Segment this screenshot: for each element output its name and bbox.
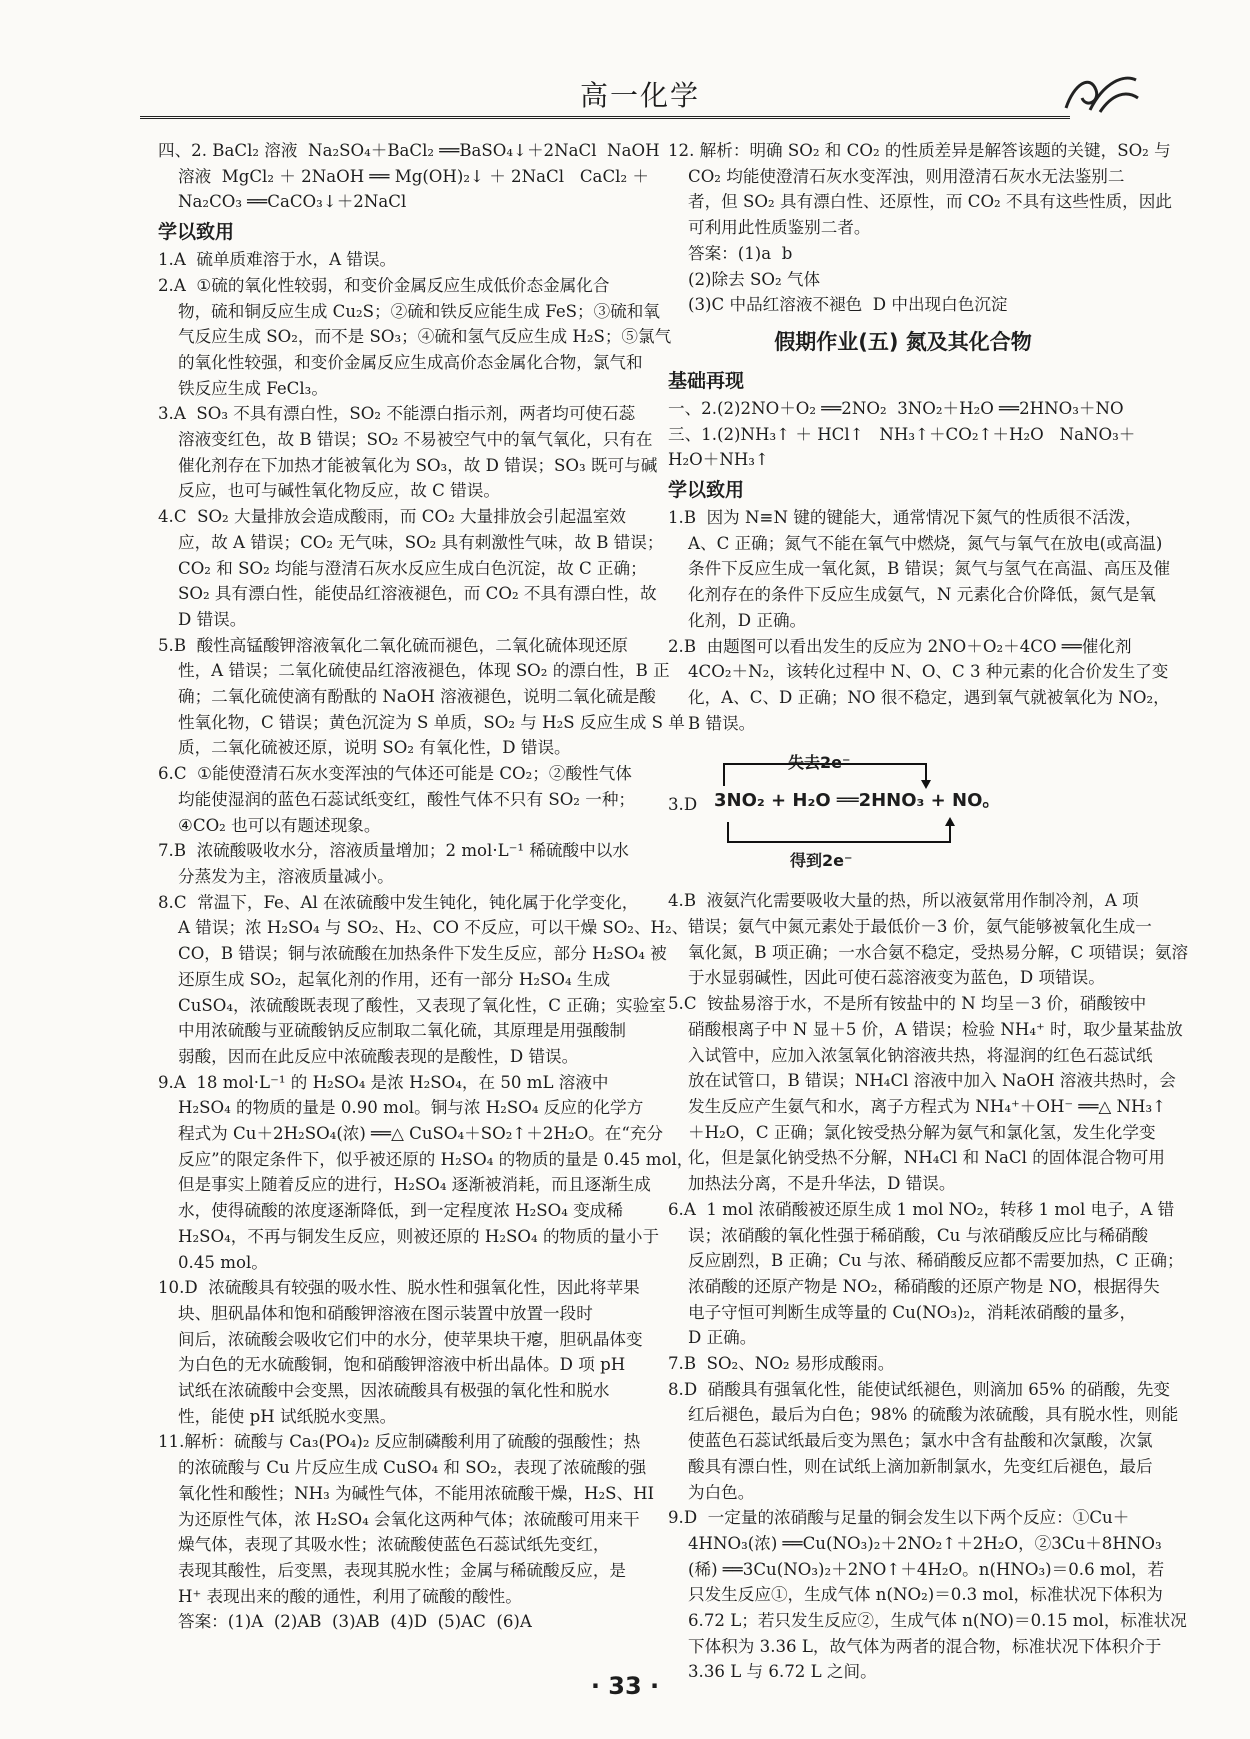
text-line: 8.C 常温下，Fe、Al 在浓硫酸中发生钝化，钝化属于化学变化，	[158, 892, 639, 912]
answer-item	[158, 890, 689, 1070]
text-line: 入试管中，应加入浓氢氧化钠溶液共热，将湿润的红色石蕊试纸	[688, 1045, 1153, 1065]
text-line: 10.D 浓硫酸具有较强的吸水性、脱水性和强氧化性，因此将苹果	[158, 1278, 640, 1298]
answer-item	[158, 838, 628, 889]
text-line: 12. 解析：明确 SO₂ 和 CO₂ 的性质差异是解答该题的关键，SO₂ 与	[668, 141, 1171, 160]
text-line: (3)C 中品红溶液不褪色 D 中出现白色沉淀	[688, 295, 1008, 315]
text-line: 5.C 铵盐易溶于水，不是所有铵盐中的 N 均呈－3 价，硝酸铵中	[668, 994, 1147, 1014]
text-line: 反应”的限定条件下，似乎被还原的 H₂SO₄ 的物质的量是 0.45 mol，	[178, 1149, 694, 1169]
header-swirl-icon	[1060, 64, 1140, 120]
right-column	[668, 138, 1189, 1685]
text-line: 还原生成 SO₂，起氧化剂的作用，还有一部分 H₂SO₄ 生成	[178, 969, 611, 989]
text-line: 一、2.(2)2NO＋O₂ ══2NO₂ 3NO₂＋H₂O ══2HNO₃＋NO	[668, 398, 1124, 418]
page-header	[140, 64, 1140, 120]
text-line: 加热法分离，不是升华法，D 错误。	[688, 1174, 956, 1194]
text-line: 7.B 浓硫酸吸收水分，溶液质量增加；2 mol·L⁻¹ 稀硫酸中以水	[158, 841, 629, 861]
text-line: 答案：(1)a b	[688, 243, 793, 263]
text-line: 分蒸发为主，溶液质量减小。	[178, 866, 394, 886]
text-line: D 错误。	[178, 609, 247, 629]
answer-item	[158, 504, 664, 633]
answer-list	[668, 505, 1171, 736]
text-line: 4HNO₃(浓) ══Cu(NO₃)₂＋2NO₂↑＋2H₂O，②3Cu＋8HNO₃	[688, 1533, 1162, 1553]
text-line: 者，但 SO₂ 具有漂白性、还原性，而 CO₂ 不具有这些性质，因此	[688, 192, 1172, 212]
section-four-answers	[158, 138, 660, 215]
section-heading: 学以致用	[668, 479, 745, 502]
text-line: 发生反应产生氨气和水，离子方程式为 NH₄⁺＋OH⁻ ══△ NH₃↑	[688, 1096, 1167, 1116]
text-line: 9.A 18 mol·L⁻¹ 的 H₂SO₄ 是浓 H₂SO₄，在 50 mL 溶液中	[158, 1072, 609, 1092]
text-line: 均能使湿润的蓝色石蕊试纸变红，酸性气体不只有 SO₂ 一种；	[178, 789, 636, 809]
text-line: 的氧化性较强，和变价金属反应生成高价态金属化合物，氯气和	[178, 352, 643, 372]
text-line: 1.B 因为 N≡N 键的键能大，通常情况下氮气的性质很不活泼，	[668, 508, 1142, 528]
text-line: 8.D 硝酸具有强氧化性，能使试纸褪色，则滴加 65% 的硝酸，先变	[668, 1379, 1170, 1399]
page-number: · 33 ·	[590, 1672, 660, 1700]
text-line: 误；浓硝酸的氧化性强于稀硝酸，Cu 与浓硝酸反应比与稀硝酸	[688, 1225, 1149, 1245]
text-line: 放在试管口，B 错误；NH₄Cl 溶液中加入 NaOH 溶液共热时，会	[688, 1071, 1176, 1091]
text-line: 酸具有漂白性，则在试纸上滴加新制氯水，先变红后褪色，最后	[688, 1456, 1153, 1476]
answer-item	[158, 1275, 643, 1429]
text-line: 水，使得硫酸的浓度逐渐降低，到一定程度浓 H₂SO₄ 变成稀	[178, 1201, 623, 1221]
text-line: 只发生反应①，生成气体 n(NO₂)＝0.3 mol，标准状况下体积为	[688, 1585, 1163, 1605]
text-line: 物，硫和铜反应生成 Cu₂S；②硫和铁反应能生成 FeS；③硫和氧	[178, 301, 660, 321]
section-heading: 基础再现	[668, 369, 745, 392]
text-line: CO₂ 均能使澄清石灰水变浑浊，则用澄清石灰水无法鉴别二	[688, 166, 1125, 186]
text-line: 浓硝酸的还原产物是 NO₂，稀硝酸的还原产物是 NO，根据得失	[688, 1276, 1160, 1296]
text-line: A 错误；浓 H₂SO₄ 与 SO₂、H₂、CO 不反应，可以干燥 SO₂、H₂、	[178, 918, 689, 938]
text-line: 电子守恒可判断生成等量的 Cu(NO₃)₂，消耗浓硝酸的量多，	[688, 1302, 1137, 1322]
text-line: 催化剂存在下加热才能被氧化为 SO₃，故 D 错误；SO₃ 既可与碱	[178, 455, 658, 475]
text-line: 性，A 错误；二氧化硫使品红溶液褪色，体现 SO₂ 的漂白性，B 正	[178, 661, 670, 681]
text-line: H₂SO₄ 的物质的量是 0.90 mol。铜与浓 H₂SO₄ 反应的化学方	[178, 1098, 644, 1118]
text-line: 化，A、C、D 正确；NO 很不稳定，遇到氧气就被氧化为 NO₂，	[688, 687, 1170, 707]
text-line: 的浓硫酸与 Cu 片反应生成 CuSO₄ 和 SO₂，表现了浓硫酸的强	[178, 1458, 647, 1478]
text-line: B 错误。	[688, 713, 756, 733]
text-line: 中用浓硫酸与亚硫酸钠反应制取二氧化硫，其原理是用强酸制	[178, 1021, 627, 1041]
text-line: 质，二氧化硫被还原，说明 SO₂ 有氧化性，D 错误。	[178, 738, 571, 758]
section-heading: 学以致用	[158, 221, 235, 244]
text-line: H⁺ 表现出来的酸的通性，利用了硫酸的酸性。	[178, 1586, 522, 1606]
text-line: 7.B SO₂、NO₂ 易形成酸雨。	[668, 1354, 895, 1374]
text-line: 溶液 MgCl₂ ＋ 2NaOH ══ Mg(OH)₂↓ ＋ 2NaCl CaCl₂ ＋	[178, 166, 649, 186]
text-line: 3.A SO₃ 不具有漂白性，SO₂ 不能漂白指示剂，两者均可使石蕊	[158, 404, 636, 424]
text-line: 氧化氮，B 项正确；一水合氨不稳定，受热易分解，C 项错误；氨溶	[688, 942, 1189, 962]
text-line: 化，但是氯化钠受热不分解，NH₄Cl 和 NaCl 的固体混合物可用	[688, 1148, 1165, 1168]
text-line: CuSO₄，浓硫酸既表现了酸性，又表现了氧化性，C 正确；实验室	[178, 995, 666, 1015]
electron-transfer-diagram	[668, 742, 1138, 884]
text-line: (2)除去 SO₂ 气体	[688, 269, 821, 289]
answer-item	[158, 633, 685, 762]
text-line: 气反应生成 SO₂，而不是 SO₃；④硫和氢气反应生成 H₂S；⑤氯气	[178, 327, 672, 347]
text-line: 为白色。	[688, 1482, 755, 1502]
text-line: 使蓝色石蕊试纸最后变为黑色；氯水中含有盐酸和次氯酸，次氯	[688, 1431, 1153, 1451]
text-line: 铁反应生成 FeCl₃。	[178, 378, 328, 398]
text-line: 2.A ①硫的氧化性较弱，和变价金属反应生成低价态金属化合	[158, 275, 610, 295]
text-line: 间后，浓硫酸会吸收它们中的水分，使苹果块干瘪，胆矾晶体变	[178, 1329, 643, 1349]
answer-item	[158, 401, 658, 504]
text-line: 程式为 Cu＋2H₂SO₄(浓) ══△ CuSO₄＋SO₂↑＋2H₂O。在“充分	[178, 1124, 664, 1144]
text-line: 燥气体，表现了其吸水性；浓硫酸使蓝色石蕊试纸先变红，	[178, 1535, 610, 1555]
answer-item	[668, 634, 1170, 737]
text-line: 可利用此性质鉴别二者。	[688, 218, 871, 238]
text-line: 6.C ①能使澄清石灰水变浑浊的气体还可能是 CO₂；②酸性气体	[158, 764, 632, 784]
answer-item	[668, 1505, 1187, 1685]
text-line: 下体积为 3.36 L，故气体为两者的混合物，标准状况下体积介于	[688, 1636, 1162, 1656]
answer-list	[668, 888, 1189, 1685]
text-line: 化剂，D 正确。	[688, 610, 807, 630]
text-line: 表现其酸性，后变黑，表现其脱水性；金属与稀硫酸反应，是	[178, 1560, 627, 1580]
answer-item	[158, 1070, 694, 1276]
lose-electrons-label: 失去2e⁻	[788, 753, 851, 773]
text-line: 条件下反应生成一氧化氮，B 错误；氮气与氢气在高温、高压及催	[688, 559, 1171, 579]
header-rule	[140, 116, 1070, 119]
text-line: 性，能使 pH 试纸脱水变黑。	[178, 1406, 397, 1426]
answer-item	[158, 247, 628, 273]
header-title: 高一化学	[579, 79, 700, 112]
text-line: 确；二氧化硫使滴有酚酞的 NaOH 溶液褪色，说明二氧化硫是酸	[178, 687, 656, 707]
text-line: 四、2. BaCl₂ 溶液 Na₂SO₄＋BaCl₂ ══BaSO₄↓＋2NaCl NaOH	[158, 141, 660, 160]
reaction-equation: 3NO₂ + H₂O ══2HNO₃ + NO。	[714, 790, 1001, 812]
text-line: Na₂CO₃ ══CaCO₃↓＋2NaCl	[178, 192, 407, 212]
answer-item	[668, 991, 1183, 1197]
answer-item	[668, 1351, 1138, 1377]
text-line: (稀) ══3Cu(NO₃)₂＋2NO↑＋4H₂O。n(HNO₃)＝0.6 mol，若	[688, 1559, 1165, 1579]
text-line: 应，故 A 错误；CO₂ 无气味，SO₂ 具有刺激性气味，故 B 错误；	[178, 532, 664, 552]
text-line: 6.A 1 mol 浓硝酸被还原生成 1 mol NO₂，转移 1 mol 电子，A 错	[668, 1199, 1175, 1219]
answer-item	[668, 1377, 1179, 1506]
text-line: CO，B 错误；铜与浓硫酸在加热条件下发生反应，部分 H₂SO₄ 被	[178, 944, 667, 964]
item-number: 3.D	[668, 795, 698, 815]
text-line: 于水显弱碱性，因此可使石蕊溶液变为蓝色，D 项错误。	[688, 968, 1105, 988]
text-line: 氧化性和酸性；NH₃ 为碱性气体，不能用浓硫酸干燥，H₂S、HI	[178, 1483, 655, 1503]
answer-item	[158, 273, 672, 402]
text-line: H₂SO₄，不再与铜发生反应，则被还原的 H₂SO₄ 的物质的量小于	[178, 1226, 660, 1246]
text-line: A、C 正确；氮气不能在氧气中燃烧，氮气与氧气在放电(或高温)	[688, 533, 1163, 553]
text-line: 3.36 L 与 6.72 L 之间。	[688, 1662, 877, 1682]
text-line: 2.B 由题图可以看出发生的反应为 2NO＋O₂＋4CO ══催化剂	[668, 636, 1132, 656]
text-line: SO₂ 具有漂白性，能使品红溶液褪色，而 CO₂ 不具有漂白性，故	[178, 584, 657, 604]
text-line: H₂O＋NH₃↑	[668, 450, 769, 470]
basic-answers	[668, 396, 1138, 473]
gain-electrons-label: 得到2e⁻	[790, 851, 853, 871]
answer-item	[158, 1429, 655, 1635]
text-line: CO₂ 和 SO₂ 均能与澄清石灰水反应生成白色沉淀，故 C 正确；	[178, 558, 647, 578]
text-line: 11.解析：硫酸与 Ca₃(PO₄)₂ 反应制磷酸利用了硫酸的强酸性；热	[158, 1432, 641, 1452]
text-line: 化剂存在的条件下反应生成氨气，N 元素化合价降低，氮气是氧	[688, 585, 1156, 605]
text-line: 为白色的无水硫酸铜，饱和硝酸钾溶液中析出晶体。D 项 pH	[178, 1355, 626, 1375]
text-line: 块、胆矾晶体和饱和硝酸钾溶液在图示装置中放置一段时	[178, 1303, 593, 1323]
text-line: 三、1.(2)NH₃↑ ＋ HCl↑ NH₃↑＋CO₂↑＋H₂O NaNO₃＋	[668, 424, 1136, 444]
answer-item	[668, 1197, 1184, 1351]
text-line: 9.D 一定量的浓硝酸与足量的铜会发生以下两个反应：①Cu＋	[668, 1508, 1130, 1528]
text-line: 4.B 液氨汽化需要吸收大量的热，所以液氨常用作制冷剂，A 项	[668, 891, 1139, 911]
answer-item	[668, 888, 1189, 991]
text-line: 试纸在浓硫酸中会变黑，因浓硫酸具有极强的氧化性和脱水	[178, 1381, 610, 1401]
text-line: 4CO₂＋N₂，该转化过程中 N、O、C 3 种元素的化合价发生了变	[688, 662, 1169, 682]
text-line: 0.45 mol。	[178, 1252, 268, 1272]
text-line: 硝酸根离子中 N 显＋5 价，A 错误；检验 NH₄⁺ 时，取少量某盐放	[688, 1019, 1183, 1039]
chapter-title: 假期作业(五) 氮及其化合物	[774, 329, 1032, 354]
text-line: 1.A 硫单质难溶于水，A 错误。	[158, 250, 397, 270]
text-line: 错误；氨气中氮元素处于最低价－3 价，氨气能够被氧化生成一	[688, 917, 1152, 937]
text-line: 弱酸，因而在此反应中浓硫酸表现的是酸性，D 错误。	[178, 1046, 579, 1066]
answer-item	[158, 761, 636, 838]
text-line: 4.C SO₂ 大量排放会造成酸雨，而 CO₂ 大量排放会引起温室效	[158, 507, 626, 527]
text-line: 6.72 L；若只发生反应②，生成气体 n(NO)＝0.15 mol，标准状况	[688, 1611, 1187, 1631]
text-line: 5.B 酸性高锰酸钾溶液氧化二氧化硫而褪色，二氧化硫体现还原	[158, 635, 629, 655]
text-line: 红后褪色，最后为白色；98% 的硫酸为浓硫酸，具有脱水性，则能	[688, 1405, 1179, 1425]
text-line: 答案：(1)A (2)AB (3)AB (4)D (5)AC (6)A	[178, 1612, 532, 1632]
text-line: 为还原性气体，浓 H₂SO₄ 会氧化这两种气体；浓硫酸可用来干	[178, 1509, 640, 1529]
text-line: 反应剧烈，B 正确；Cu 与浓、稀硝酸反应都不需要加热，C 正确；	[688, 1251, 1184, 1271]
text-line: 反应，也可与碱性氧化物反应，故 C 错误。	[178, 481, 500, 501]
text-line: 但是事实上随着反应的进行，H₂SO₄ 逐渐被消耗，而且逐渐生成	[178, 1175, 651, 1195]
text-line: ＋H₂O，C 正确；氯化铵受热分解为氨气和氯化氢，发生化学变	[688, 1122, 1156, 1142]
text-line: 溶液变红色，故 B 错误；SO₂ 不易被空气中的氧气氧化，只有在	[178, 430, 653, 450]
text-line: ④CO₂ 也可以有题述现象。	[178, 815, 381, 835]
text-line: 性氧化物，C 错误；黄色沉淀为 S 单质，SO₂ 与 H₂S 反应生成 S 单	[178, 712, 685, 732]
answer-12	[668, 138, 1172, 318]
text-line: D 正确。	[688, 1328, 757, 1348]
answer-item	[668, 505, 1171, 634]
